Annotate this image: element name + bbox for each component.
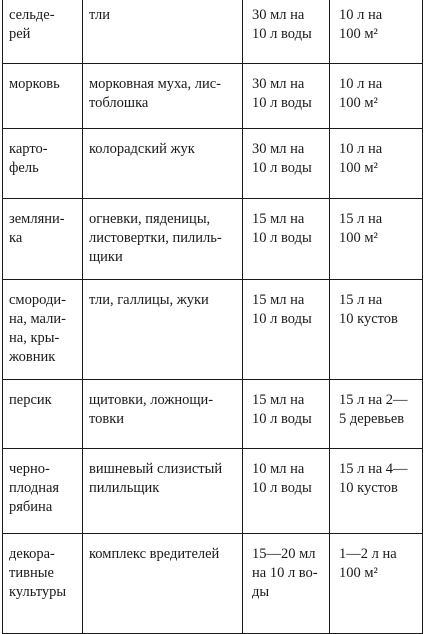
table-row [3, 534, 423, 634]
table-row [3, 0, 423, 64]
dose-cell: 15—20 мл на 10 л во- ды [243, 534, 330, 634]
pests-cell: тли, галлицы, жуки [83, 280, 243, 380]
dose-cell: 30 мл на 10 л воды [243, 0, 330, 64]
crop-cell: сельде- рей [3, 0, 83, 64]
dose-cell: 15 мл на 10 л воды [243, 280, 330, 380]
dose-cell: 15 мл на 10 л воды [243, 199, 330, 280]
consumption-cell: 15 л на 10 кустов [330, 280, 423, 380]
consumption-cell: 10 л на 100 м² [330, 64, 423, 129]
pests-cell: тли [83, 0, 243, 64]
consumption-cell: 15 л на 100 м² [330, 199, 423, 280]
crop-cell: карто- фель [3, 129, 83, 199]
dose-cell: 30 мл на 10 л воды [243, 64, 330, 129]
table-row [3, 64, 423, 129]
consumption-cell: 15 л на 4— 10 кустов [330, 449, 423, 534]
table-row [3, 449, 423, 534]
crop-cell: морковь [3, 64, 83, 129]
crop-cell: черно- плодная рябина [3, 449, 83, 534]
pests-cell: морковная муха, лис- тоблошка [83, 64, 243, 129]
crop-cell: земляни- ка [3, 199, 83, 280]
consumption-cell: 1—2 л на 100 м² [330, 534, 423, 634]
dose-cell: 30 мл на 10 л воды [243, 129, 330, 199]
consumption-cell: 10 л на 100 м² [330, 129, 423, 199]
consumption-cell: 15 л на 2— 5 деревьев [330, 380, 423, 449]
dose-cell: 10 мл на 10 л воды [243, 449, 330, 534]
pests-cell: вишневый слизистый пилильщик [83, 449, 243, 534]
crop-cell: декора- тивные культуры [3, 534, 83, 634]
table-row [3, 280, 423, 380]
table-row [3, 199, 423, 280]
pests-cell: огневки, пяденицы, листовертки, пилиль- щики [83, 199, 243, 280]
consumption-cell: 10 л на 100 м² [330, 0, 423, 64]
table-row [3, 129, 423, 199]
pesticide-table [2, 0, 423, 634]
pests-cell: щитовки, ложнощи- товки [83, 380, 243, 449]
pests-cell: колорадский жук [83, 129, 243, 199]
crop-cell: смороди- на, мали- на, кры- жовник [3, 280, 83, 380]
pests-cell: комплекс вредителей [83, 534, 243, 634]
dose-cell: 15 мл на 10 л воды [243, 380, 330, 449]
crop-cell: персик [3, 380, 83, 449]
table-row [3, 380, 423, 449]
